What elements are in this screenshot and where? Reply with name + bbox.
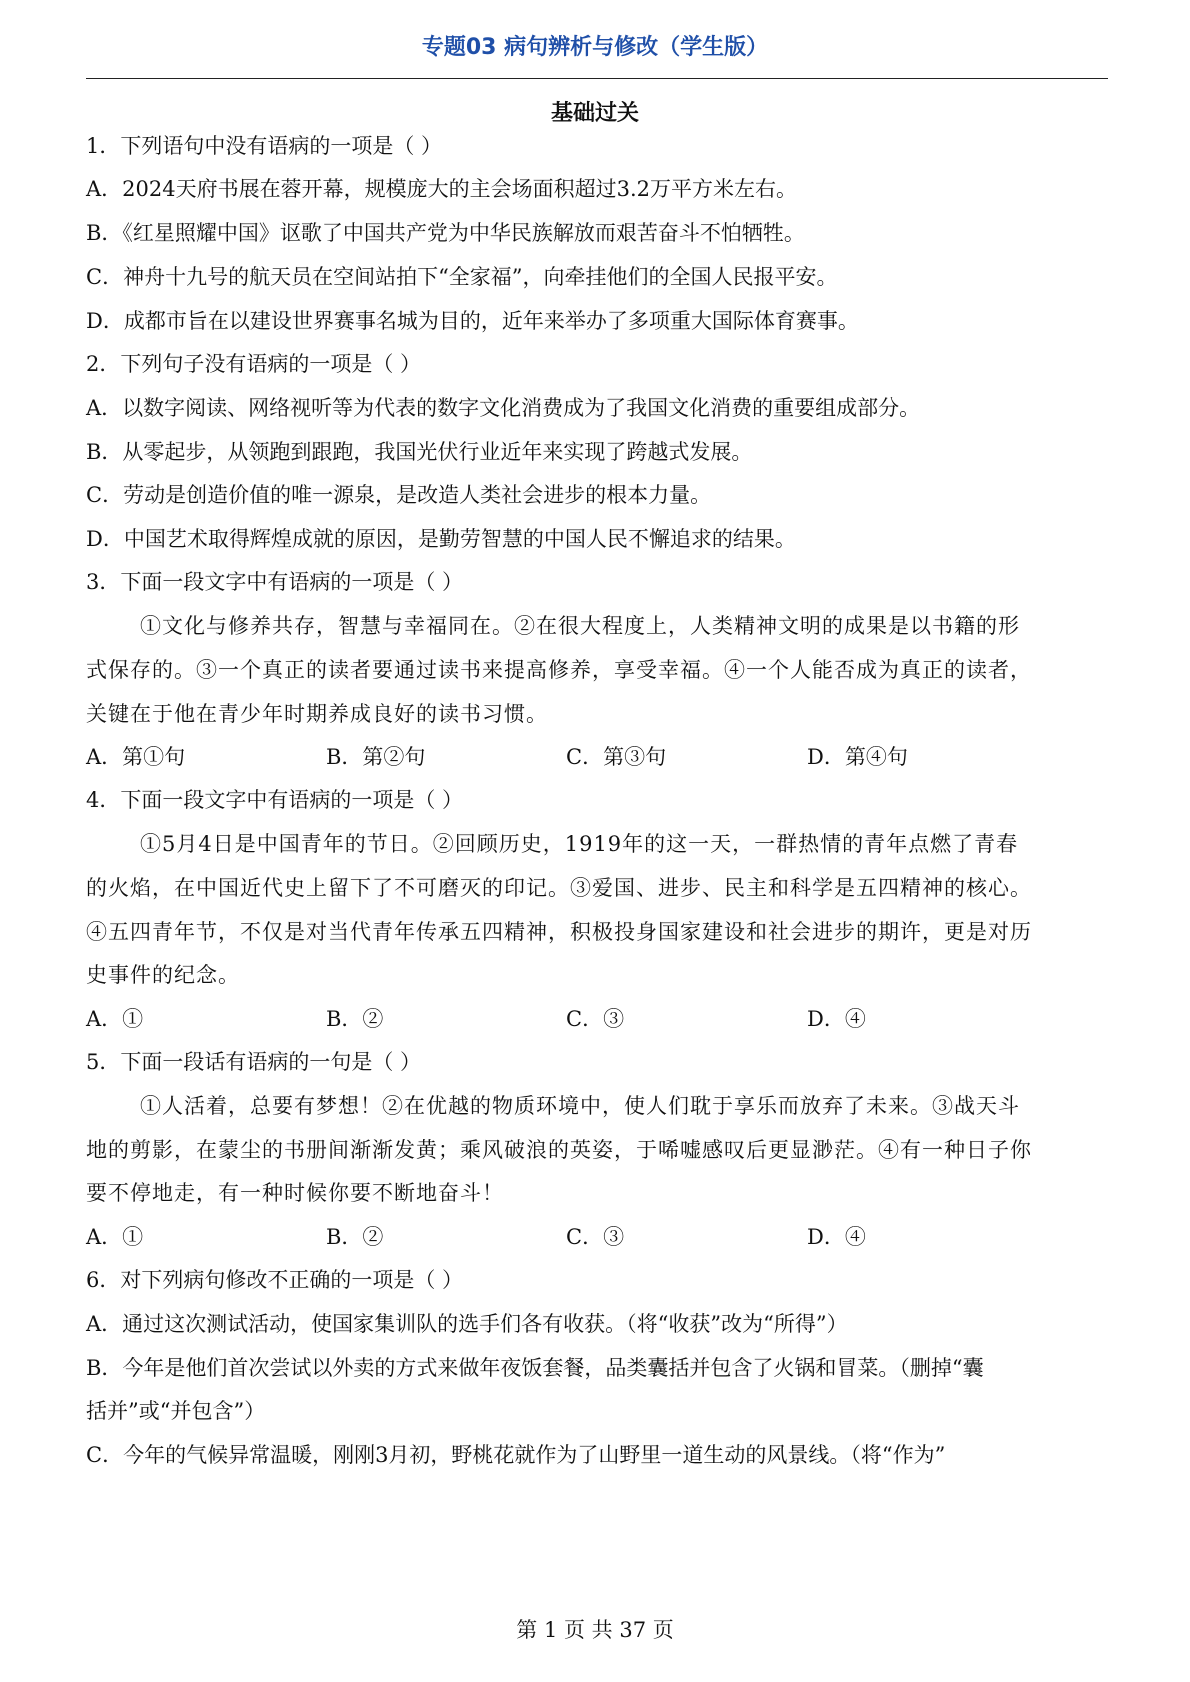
- question-5-passage-line: 地的剪影，在蒙尘的书册间渐渐发黄；乘风破浪的英姿，于唏嘘感叹后更显渺茫。④有一种日子你: [86, 1138, 1032, 1162]
- question-3-option-c: C．第③句: [566, 745, 667, 769]
- question-4-option-c: C．③: [566, 1007, 625, 1031]
- question-3-stem: 3．下面一段文字中有语病的一项是（ ）: [86, 570, 464, 594]
- section-title: 基础过关: [550, 101, 639, 126]
- page-number: 第 1 页 共 37 页: [516, 1618, 674, 1642]
- question-5-option-c: C．③: [566, 1225, 625, 1249]
- question-4-option-a: A．①: [86, 1007, 144, 1031]
- question-1-option-a: A．2024天府书展在蓉开幕，规模庞大的主会场面积超过3.2万平方米左右。: [86, 177, 798, 201]
- question-2-stem: 2．下列句子没有语病的一项是（ ）: [86, 352, 422, 376]
- question-4-option-b: B．②: [326, 1007, 384, 1031]
- question-3-passage-line: 式保存的。③一个真正的读者要通过读书来提高修养，享受幸福。④一个人能否成为真正的读者，: [86, 658, 1032, 682]
- question-6-option-b-continued: 括并”或“并包含”）: [86, 1399, 266, 1423]
- question-2-option-c: C．劳动是创造价值的唯一源泉，是改造人类社会进步的根本力量。: [86, 483, 712, 507]
- question-1-option-c: C．神舟十九号的航天员在空间站拍下“全家福”，向牵挂他们的全国人民报平安。: [86, 265, 838, 289]
- question-2-option-a: A．以数字阅读、网络视听等为代表的数字文化消费成为了我国文化消费的重要组成部分。: [86, 396, 921, 420]
- question-1-stem: 1．下列语句中没有语病的一项是（ ）: [86, 134, 443, 158]
- question-5-option-d: D．④: [807, 1225, 866, 1249]
- document-title: 专题03 病句辨析与修改（学生版）: [421, 35, 769, 60]
- question-1-option-d: D．成都市旨在以建设世界赛事名城为目的，近年来举办了多项重大国际体育赛事。: [86, 309, 859, 333]
- question-4-passage-line: ①5月4日是中国青年的节日。②回顾历史，1919年的这一天，一群热情的青年点燃了青春: [140, 832, 1019, 856]
- question-6-option-b: B．今年是他们首次尝试以外卖的方式来做年夜饭套餐，品类囊括并包含了火锅和冒菜。（删掉“囊: [86, 1356, 984, 1380]
- question-6-option-c: C．今年的气候异常温暖，刚刚3月初，野桃花就作为了山野里一道生动的风景线。（将“作为”: [86, 1443, 946, 1467]
- question-5-option-a: A．①: [86, 1225, 144, 1249]
- question-3-option-d: D．第④句: [807, 745, 908, 769]
- question-5-stem: 5．下面一段话有语病的一句是（ ）: [86, 1050, 422, 1074]
- question-2-option-b: B．从零起步，从领跑到跟跑，我国光伏行业近年来实现了跨越式发展。: [86, 440, 753, 464]
- question-5-passage-line: 要不停地走，有一种时候你要不断地奋斗！: [86, 1181, 504, 1205]
- question-6-stem: 6．对下列病句修改不正确的一项是（ ）: [86, 1268, 464, 1292]
- question-4-stem: 4．下面一段文字中有语病的一项是（ ）: [86, 788, 464, 812]
- question-4-passage-line: 的火焰，在中国近代史上留下了不可磨灭的印记。③爱国、进步、民主和科学是五四精神的核心。: [86, 876, 1032, 900]
- header-divider: [86, 78, 1108, 79]
- question-3-passage-line: ①文化与修养共存，智慧与幸福同在。②在很大程度上，人类精神文明的成果是以书籍的形: [140, 614, 1020, 638]
- question-4-passage-line: 史事件的纪念。: [86, 963, 240, 987]
- question-4-option-d: D．④: [807, 1007, 866, 1031]
- question-4-passage-line: ④五四青年节，不仅是对当代青年传承五四精神，积极投身国家建设和社会进步的期许，更是对历: [86, 920, 1032, 944]
- question-5-passage-line: ①人活着，总要有梦想！②在优越的物质环境中，使人们耽于享乐而放弃了未来。③战天斗: [140, 1094, 1020, 1118]
- question-6-option-a: A．通过这次测试活动，使国家集训队的选手们各有收获。（将“收获”改为“所得”）: [86, 1312, 848, 1336]
- question-3-option-a: A．第①句: [86, 745, 186, 769]
- question-5-option-b: B．②: [326, 1225, 384, 1249]
- question-3-passage-line: 关键在于他在青少年时期养成良好的读书习惯。: [86, 702, 548, 726]
- question-2-option-d: D．中国艺术取得辉煌成就的原因，是勤劳智慧的中国人民不懈追求的结果。: [86, 527, 796, 551]
- question-3-option-b: B．第②句: [326, 745, 426, 769]
- question-1-option-b: B．《红星照耀中国》讴歌了中国共产党为中华民族解放而艰苦奋斗不怕牺牲。: [86, 221, 805, 245]
